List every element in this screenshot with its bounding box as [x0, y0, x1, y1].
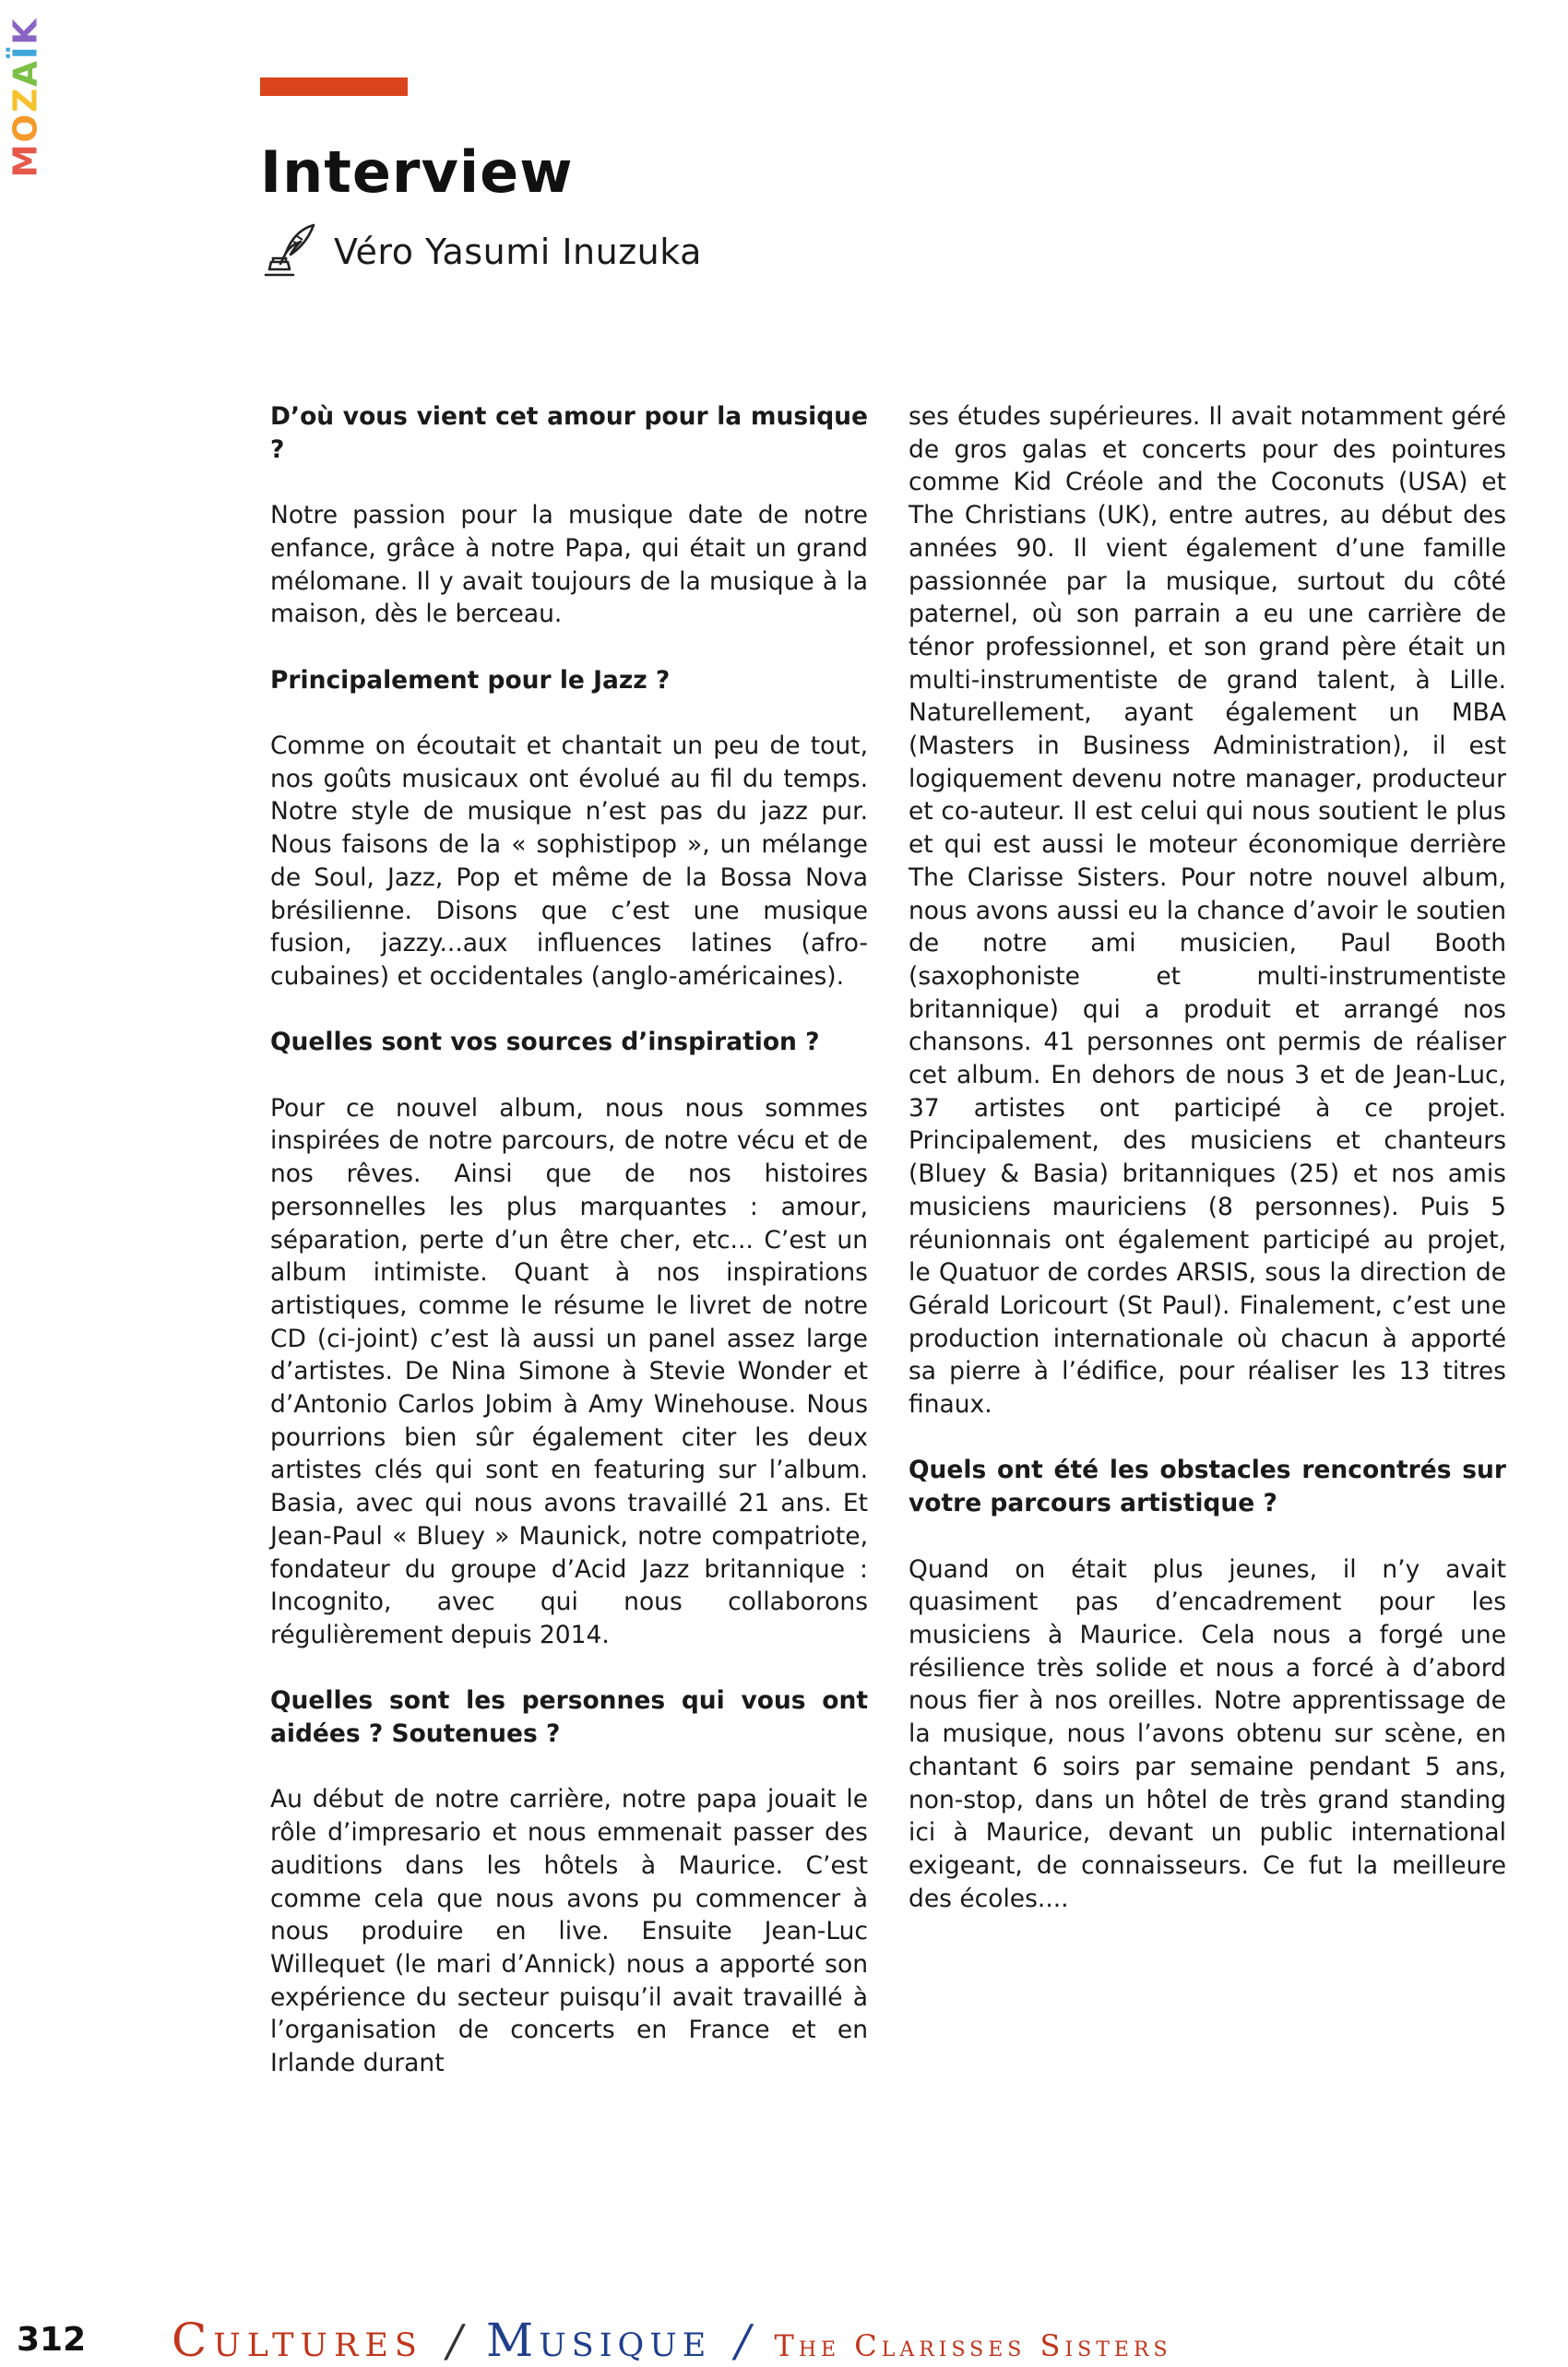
brand-letter: Z [6, 86, 45, 113]
brand-letter: O [6, 112, 45, 143]
brand-letter: Ï [6, 44, 45, 59]
page-title: Interview [260, 138, 574, 206]
interview-question: Quels ont été les obstacles rencontrés sur votre parcours artistique ? [909, 1456, 1506, 1518]
brand-letter: M [6, 142, 45, 177]
breadcrumb-section: Cultures [172, 2313, 423, 2367]
footer-breadcrumb [172, 2313, 1172, 2367]
article-column-right [909, 400, 1506, 1915]
interview-question: Principalement pour le Jazz ? [270, 665, 671, 695]
brand-name [7, 17, 45, 177]
interview-question: Quelles sont les personnes qui vous ont aidées ? Soutenues ? [270, 1686, 868, 1749]
breadcrumb-separator: / [446, 2315, 463, 2367]
brand-letter: A [6, 58, 45, 87]
interview-answer: Pour ce nouvel album, nous nous sommes inspirées de notre parcours, de notre vécu et de nos rêves. Ainsi que de nos histoires personnelles les plus marquantes : amour, séparation, perte d’un être cher, etc... C’est un album intimiste. Quant à nos inspirations artistiques, comme le résume le livret de notre CD (ci-joint) c’est là aussi un panel assez large d’artistes. De Nina Simone à Stevie Wonder et d’Antonio Carlos Jobim à Amy Winehouse. Nous pourrions bien sûr également citer les deux artistes clés qui sont en featuring sur l’album. Basia, avec qui nous avons travaillé 21 ans. Et Jean-Paul « Bluey » Maunick, notre compatriote, fondateur du groupe d’Acid Jazz britannique : Incognito, avec qui nous collaborons régulièrement depuis 2014. [270, 1093, 868, 1649]
interview-answer: Comme on écoutait et chantait un peu de tout, nos goûts musicaux ont évolué au fil du temps. Notre style de musique n’est pas du jazz pur. Nous faisons de la « sophistipop », un mélange de Soul, Jazz, Pop et même de la Bossa Nova brésilienne. Disons que c’est une musique fusion, jazzy...aux influences latines (afro-cubaines) et occidentales (anglo-américaines). [270, 731, 868, 991]
article-column-left [270, 400, 868, 2080]
interview-question: D’où vous vient cet amour pour la musique ? [270, 402, 868, 464]
author-byline [260, 220, 702, 284]
interview-answer: Notre passion pour la musique date de notre enfance, grâce à notre Papa, qui était un grand mélomane. Il y avait toujours de la musique à la maison, dès le berceau. [270, 501, 868, 629]
quill-inkwell-icon [260, 220, 325, 284]
interview-answer: ses études supérieures. Il avait notamment géré de gros galas et concerts pour des pointures comme Kid Créole and the Coconuts (USA) et The Christians (UK), entre autres, au début des années 90. Il vient également d’une famille passionnée par la musique, surtout du côté paternel, où son parrain a eu une carrière de ténor professionnel, et son grand père était un multi-instrumentiste de grand talent, à Lille. Naturellement, ayant également un MBA (Masters in Business Administration), il est logiquement devenu notre manager, producteur et co-auteur. Il est celui qui nous soutient le plus et qui est aussi le moteur économique derrière The Clarisse Sisters. Pour notre nouvel album, nous avons aussi eu la chance d’avoir le soutien de notre ami musicien, Paul Booth (saxophoniste et multi-instrumentiste britannique) qui a produit et arrangé nos chansons. 41 personnes ont permis de réaliser cet album. En dehors de nous 3 et de Jean-Luc, 37 artistes ont participé à ce projet. Principalement, des musiciens et chanteurs (Bluey & Basia) britanniques (25) et nos amis musiciens mauriciens (8 personnes). Puis 5 réunionnais ont également participé au projet, le Quatuor de cordes ARSIS, sous la direction de Gérald Loricourt (St Paul). Finalement, c’est une production internationale où chacun à apporté sa pierre à l’édifice, pour réaliser les 13 titres finaux. [909, 402, 1506, 1420]
brand-letter: K [6, 17, 45, 45]
brand-logo [6, 9, 46, 184]
interview-answer: Quand on était plus jeunes, il n’y avait quasiment pas d’encadrement pour les musiciens à Maurice. Cela nous a forgé une résilience très solide et nous a forcé à d’abord nous fier à nos oreilles. Notre apprentissage de la musique, nous l’avons obtenu sur scène, en chantant 6 soirs par semaine pendant 5 ans, non-stop, dans un hôtel de très grand standing ici à Maurice, devant un public international exigeant, de connaisseurs. Ce fut la meilleure des écoles.... [909, 1554, 1506, 1913]
author-name: Véro Yasumi Inuzuka [334, 232, 702, 272]
breadcrumb-separator: / [735, 2315, 751, 2367]
page-number: 312 [17, 2321, 87, 2359]
interview-question: Quelles sont vos sources d’inspiration ? [270, 1028, 820, 1057]
breadcrumb-subsection: Musique [486, 2313, 712, 2367]
breadcrumb-topic: The Clarisses Sisters [774, 2328, 1172, 2363]
title-accent-bar [260, 77, 408, 96]
interview-answer: Au début de notre carrière, notre papa jouait le rôle d’impresario et nous emmenait passer des auditions dans les hôtels à Maurice. C’est comme cela que nous avons pu commencer à nous produire en live. Ensuite Jean-Luc Willequet (le mari d’Annick) nous a apporté son expérience du secteur puisqu’il avait travaillé à l’organisation de concerts en France et en Irlande durant [270, 1785, 868, 2078]
